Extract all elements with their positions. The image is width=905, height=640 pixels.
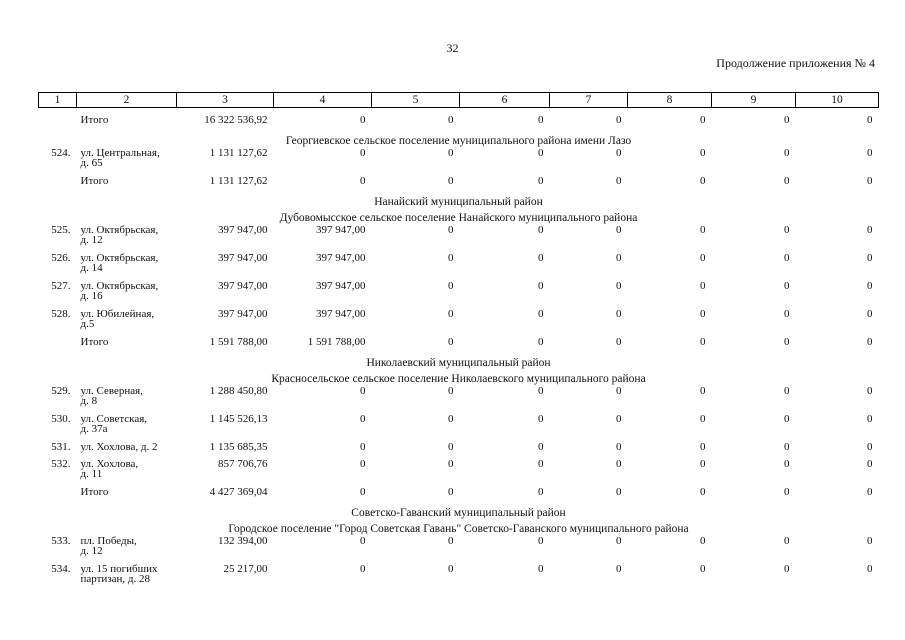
amount-cell: 0 — [616, 280, 622, 292]
amount-cell: 0 — [867, 175, 873, 187]
table-row — [39, 310, 879, 338]
table-body — [39, 108, 879, 594]
amount-cell: 0 — [784, 486, 790, 498]
amount-cell: 0 — [784, 458, 790, 470]
column-header: 1 — [39, 93, 77, 108]
row-number-cell — [39, 338, 77, 355]
amount-cell: 397 947,00 — [218, 224, 268, 236]
amount-cell: 0 — [448, 114, 454, 126]
amount-cell: 0 — [616, 413, 622, 425]
amount-cell: 0 — [360, 535, 366, 547]
row-number-cell: 532. — [51, 458, 71, 470]
amount-cell: 0 — [538, 385, 544, 397]
amount-cell: 0 — [700, 535, 706, 547]
amount-cell: 0 — [360, 175, 366, 187]
section-heading-row — [39, 194, 879, 210]
amount-cell: 0 — [784, 252, 790, 264]
total-row — [39, 338, 879, 355]
amount-cell: 0 — [867, 336, 873, 348]
address-cell: пл. Победы, д. 12 — [80, 535, 137, 557]
amount-cell: 0 — [867, 280, 873, 292]
amount-cell: 0 — [784, 385, 790, 397]
amount-cell: 0 — [867, 413, 873, 425]
total-row — [39, 488, 879, 505]
amount-cell: 397 947,00 — [316, 252, 366, 264]
amount-cell: 0 — [700, 147, 706, 159]
amount-cell: 0 — [784, 224, 790, 236]
table-row — [39, 226, 879, 254]
amount-cell: 0 — [784, 114, 790, 126]
section-heading-row — [39, 210, 879, 226]
amount-cell: 0 — [616, 308, 622, 320]
amount-cell: 0 — [448, 308, 454, 320]
amount-cell: 0 — [538, 535, 544, 547]
amount-cell: 0 — [700, 336, 706, 348]
amount-cell: 1 145 526,13 — [209, 413, 268, 425]
amount-cell: 0 — [700, 458, 706, 470]
amount-cell: 0 — [360, 458, 366, 470]
table-row — [39, 415, 879, 443]
column-header: 7 — [550, 93, 628, 108]
amount-cell: 0 — [616, 114, 622, 126]
amount-cell: 0 — [784, 413, 790, 425]
amount-cell: 0 — [867, 535, 873, 547]
amount-cell: 0 — [448, 336, 454, 348]
amount-cell: 1 591 788,00 — [307, 336, 366, 348]
amount-cell: 0 — [616, 563, 622, 575]
amount-cell: 0 — [700, 224, 706, 236]
amount-cell: 0 — [538, 147, 544, 159]
row-number-cell: 531. — [51, 441, 71, 453]
amount-cell: 0 — [867, 308, 873, 320]
amount-cell: 1 135 685,35 — [209, 441, 268, 453]
appendix-table — [38, 92, 879, 593]
amount-cell: 0 — [867, 252, 873, 264]
amount-cell: 0 — [616, 385, 622, 397]
amount-cell: 0 — [538, 224, 544, 236]
amount-cell: 397 947,00 — [218, 280, 268, 292]
amount-cell: 0 — [360, 486, 366, 498]
column-header: 8 — [628, 93, 712, 108]
row-number-cell: 530. — [51, 413, 71, 425]
table-row — [39, 443, 879, 460]
spacer-row — [39, 108, 879, 117]
table-row — [39, 282, 879, 310]
amount-cell: 1 131 127,62 — [209, 147, 268, 159]
column-header: 4 — [274, 93, 372, 108]
amount-cell: 0 — [700, 175, 706, 187]
amount-cell: 0 — [700, 413, 706, 425]
amount-cell: 0 — [784, 147, 790, 159]
row-number-cell: 524. — [51, 147, 71, 159]
amount-cell: 0 — [784, 441, 790, 453]
amount-cell: 0 — [867, 385, 873, 397]
amount-cell: 0 — [538, 413, 544, 425]
table-row — [39, 387, 879, 415]
amount-cell: 0 — [616, 147, 622, 159]
address-cell: Итого — [80, 486, 109, 498]
amount-cell: 0 — [700, 114, 706, 126]
table-row — [39, 254, 879, 282]
amount-cell: 1 288 450,80 — [209, 385, 268, 397]
amount-cell: 0 — [616, 486, 622, 498]
amount-cell: 0 — [616, 175, 622, 187]
amount-cell: 0 — [784, 175, 790, 187]
row-number-cell: 526. — [51, 252, 71, 264]
section-heading: Городское поселение "Город Советская Гавань" Советско-Гаванского муниципального района — [228, 523, 689, 535]
address-cell: Итого — [80, 114, 109, 126]
amount-cell: 0 — [867, 114, 873, 126]
amount-cell: 0 — [448, 175, 454, 187]
amount-cell: 0 — [616, 336, 622, 348]
amount-cell: 0 — [538, 458, 544, 470]
column-header: 9 — [712, 93, 796, 108]
column-header: 2 — [77, 93, 177, 108]
amount-cell: 397 947,00 — [218, 308, 268, 320]
amount-cell: 0 — [867, 563, 873, 575]
amount-cell: 0 — [867, 458, 873, 470]
row-number-cell: 527. — [51, 280, 71, 292]
amount-cell: 0 — [538, 441, 544, 453]
amount-cell: 0 — [616, 224, 622, 236]
amount-cell: 0 — [538, 308, 544, 320]
row-number-cell — [39, 116, 77, 133]
address-cell: ул. Октябрьская, д. 12 — [80, 224, 159, 246]
amount-cell: 0 — [616, 441, 622, 453]
row-number-cell: 528. — [51, 308, 71, 320]
section-heading-row — [39, 521, 879, 537]
section-heading-row — [39, 133, 879, 149]
row-number-cell: 534. — [51, 563, 71, 575]
page-number: 32 — [446, 41, 459, 55]
total-row — [39, 177, 879, 194]
section-heading: Дубовомысское сельское поселение Нанайского муниципального района — [279, 212, 638, 224]
amount-cell: 0 — [700, 486, 706, 498]
table-row — [39, 565, 879, 593]
section-heading: Георгиевское сельское поселение муниципального района имени Лазо — [285, 135, 632, 147]
section-heading-row — [39, 505, 879, 521]
amount-cell: 0 — [784, 280, 790, 292]
section-heading: Николаевский муниципальный район — [366, 357, 551, 369]
amount-cell: 0 — [448, 563, 454, 575]
amount-cell: 0 — [448, 280, 454, 292]
section-heading: Красносельское сельское поселение Николаевского муниципального района — [271, 373, 646, 385]
amount-cell: 25 217,00 — [223, 563, 268, 575]
amount-cell: 397 947,00 — [316, 280, 366, 292]
amount-cell: 397 947,00 — [316, 224, 366, 236]
amount-cell: 0 — [867, 441, 873, 453]
amount-cell: 0 — [616, 535, 622, 547]
section-heading: Советско-Гаванский муниципальный район — [351, 507, 566, 519]
row-number-cell: 525. — [51, 224, 71, 236]
amount-cell: 0 — [448, 224, 454, 236]
amount-cell: 132 394,00 — [218, 535, 268, 547]
amount-cell: 1 131 127,62 — [209, 175, 268, 187]
row-number-cell — [39, 177, 77, 194]
amount-cell: 0 — [360, 563, 366, 575]
amount-cell: 16 322 536,92 — [204, 114, 268, 126]
amount-cell: 0 — [700, 252, 706, 264]
amount-cell: 0 — [700, 385, 706, 397]
amount-cell: 857 706,76 — [218, 458, 268, 470]
address-cell: ул. Советская, д. 37а — [80, 413, 148, 435]
amount-cell: 0 — [700, 308, 706, 320]
address-cell: ул. Октябрьская, д. 16 — [80, 280, 159, 302]
amount-cell: 0 — [448, 413, 454, 425]
section-heading: Нанайский муниципальный район — [374, 196, 543, 208]
amount-cell: 0 — [538, 563, 544, 575]
address-cell: Итого — [80, 336, 109, 348]
address-cell: ул. 15 погибших партизан, д. 28 — [80, 563, 158, 585]
amount-cell: 0 — [616, 252, 622, 264]
address-cell: ул. Хохлова, д. 11 — [80, 458, 139, 480]
column-header: 5 — [372, 93, 460, 108]
section-heading-row — [39, 355, 879, 371]
table-row — [39, 537, 879, 565]
amount-cell: 0 — [360, 413, 366, 425]
amount-cell: 0 — [538, 280, 544, 292]
row-number-cell: 529. — [51, 385, 71, 397]
column-header: 10 — [796, 93, 879, 108]
amount-cell: 0 — [700, 563, 706, 575]
amount-cell: 0 — [360, 114, 366, 126]
amount-cell: 0 — [448, 486, 454, 498]
table-row — [39, 149, 879, 177]
amount-cell: 0 — [448, 458, 454, 470]
table-row — [39, 460, 879, 488]
amount-cell: 0 — [448, 441, 454, 453]
amount-cell: 0 — [784, 308, 790, 320]
amount-cell: 0 — [538, 486, 544, 498]
amount-cell: 0 — [360, 385, 366, 397]
amount-cell: 0 — [448, 252, 454, 264]
amount-cell: 0 — [700, 441, 706, 453]
amount-cell: 0 — [538, 175, 544, 187]
amount-cell: 397 947,00 — [218, 252, 268, 264]
amount-cell: 1 591 788,00 — [209, 336, 268, 348]
amount-cell: 0 — [448, 535, 454, 547]
amount-cell: 0 — [700, 280, 706, 292]
address-cell: ул. Октябрьская, д. 14 — [80, 252, 159, 274]
amount-cell: 0 — [784, 535, 790, 547]
row-number-cell: 533. — [51, 535, 71, 547]
amount-cell: 0 — [784, 336, 790, 348]
column-number-header-row — [39, 93, 879, 108]
address-cell: Итого — [80, 175, 109, 187]
amount-cell: 0 — [538, 336, 544, 348]
section-heading-row — [39, 371, 879, 387]
address-cell: ул. Северная, д. 8 — [80, 385, 143, 407]
amount-cell: 0 — [616, 458, 622, 470]
amount-cell: 0 — [360, 441, 366, 453]
column-header: 6 — [460, 93, 550, 108]
column-header: 3 — [177, 93, 274, 108]
amount-cell: 397 947,00 — [316, 308, 366, 320]
amount-cell: 4 427 369,04 — [209, 486, 268, 498]
appendix-continuation-label: Продолжение приложения № 4 — [716, 56, 875, 70]
amount-cell: 0 — [538, 114, 544, 126]
row-number-cell — [39, 488, 77, 505]
total-row — [39, 116, 879, 133]
amount-cell: 0 — [538, 252, 544, 264]
address-cell: ул. Центральная, д. 65 — [80, 147, 160, 169]
address-cell: ул. Юбилейная, д.5 — [80, 308, 155, 330]
amount-cell: 0 — [448, 385, 454, 397]
amount-cell: 0 — [867, 147, 873, 159]
address-cell: ул. Хохлова, д. 2 — [80, 441, 158, 453]
amount-cell: 0 — [784, 563, 790, 575]
amount-cell: 0 — [360, 147, 366, 159]
amount-cell: 0 — [867, 224, 873, 236]
amount-cell: 0 — [448, 147, 454, 159]
amount-cell: 0 — [867, 486, 873, 498]
